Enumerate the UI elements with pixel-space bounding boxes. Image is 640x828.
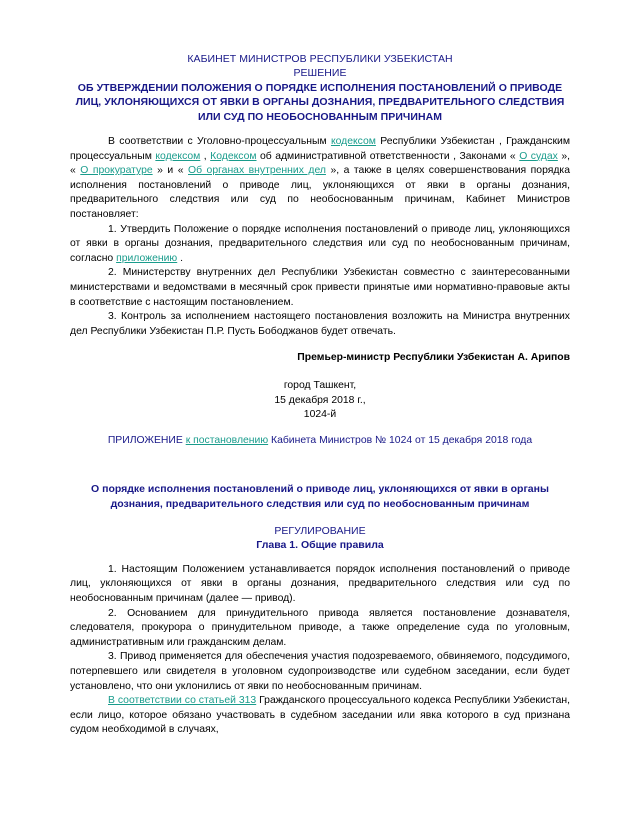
link-to-resolution[interactable]: к постановлению (185, 434, 269, 446)
preamble-text-3: , (200, 150, 211, 162)
resolution-item-1 (70, 223, 570, 267)
city: город Ташкент, (283, 380, 357, 392)
appendix-body (70, 563, 570, 738)
appendix-reference (70, 434, 570, 448)
regulation-label: РЕГУЛИРОВАНИЕ (274, 524, 366, 537)
preamble-text-6: » и « (152, 165, 189, 177)
link-appendix[interactable]: приложению (116, 252, 178, 264)
resolution-item-3: 3. Контроль за исполнением настоящего постановления возложить на Министра внутренних дел Республики Узбекистан П.Р. Пусть Бободжанов будет отвечать. (70, 311, 570, 337)
link-criminal-procedure-code[interactable]: кодексом (330, 136, 376, 148)
document-number: 1024-й (303, 409, 337, 421)
appendix-item-3: 3. Привод применяется для обеспечения участия подозреваемого, обвиняемого, подсудимого, потерпевшего или свидетеля в уголовном судопроизводстве или судебном заседании, если будет установлено, что они уклонились от явки по необоснованным причинам. (70, 651, 570, 692)
place-date-block (70, 379, 570, 422)
preamble-text-5: », « (70, 150, 570, 177)
document-kind: РЕШЕНИЕ (293, 67, 347, 80)
preamble-text-2: Республики Узбекистан , Гражданским процессуальным (70, 136, 570, 162)
page-title: ОБ УТВЕРЖДЕНИИ ПОЛОЖЕНИЯ О ПОРЯДКЕ ИСПОЛНЕНИЯ ПОСТАНОВЛЕНИЙ О ПРИВОДЕ ЛИЦ, УКЛОНЯЮЩИХСЯ ОТ ЯВКИ В ОРГАНЫ ДОЗНАНИЯ, ПРЕДВАРИТЕЛЬНОГО СЛЕДСТВИЯ ИЛИ СУД ПО НЕОБОСНОВАННЫМ ПРИЧИНАМ (75, 81, 565, 123)
date: 15 декабря 2018 г., (274, 394, 366, 406)
preamble-text-7: », а также в целях совершенствования порядка исполнения постановлений о приводе лиц, уклоняющихся от явки в органы дознания, предварительного следствия или суд по необоснованным причинам, Кабинет Министров постановляет: (70, 165, 570, 220)
link-law-on-prosecutors-office[interactable]: О прокуратуре (80, 165, 153, 177)
appendix-item-1: 1. Настоящим Положением устанавливается порядок исполнения постановлений о приводе лиц, уклоняющихся от явки в органы дознания, предварительного следствия или суд по необоснованным причинам (далее — привод). (70, 563, 570, 604)
appendix-item-4 (70, 694, 570, 738)
document-header (70, 52, 570, 124)
signature-line: Премьер-министр Республики Узбекистан А. Арипов (297, 352, 570, 364)
link-law-on-internal-affairs-bodies[interactable]: Об органах внутренних дел (188, 165, 326, 177)
link-article-313[interactable]: В соответствии со статьей 313 (108, 695, 257, 707)
link-civil-procedure-code[interactable]: кодексом (155, 150, 201, 162)
preamble-text-4: об административной ответственности , Законами « (256, 150, 520, 162)
preamble-block (70, 135, 570, 223)
preamble-paragraph (70, 135, 570, 223)
resolution-items (70, 223, 570, 340)
appendix-item-2: 2. Основанием для принудительного привода является постановление дознавателя, следователя, прокурора о принудительном приводе, а также определение суда по уголовным, административным или гражданским делам. (70, 607, 570, 648)
appendix-reference-tail: Кабинета Министров № 1024 от 15 декабря 2018 года (268, 434, 533, 446)
preamble-text-1: В соответствии с Уголовно-процессуальным (108, 136, 331, 148)
link-administrative-code[interactable]: Кодексом (210, 150, 257, 162)
item-1-text-b: . (177, 252, 183, 264)
issuing-body: КАБИНЕТ МИНИСТРОВ РЕСПУБЛИКИ УЗБЕКИСТАН (187, 53, 453, 65)
link-law-on-courts[interactable]: О судах (519, 150, 558, 162)
appendix-label: ПРИЛОЖЕНИЕ (107, 434, 186, 446)
resolution-item-2: 2. Министерству внутренних дел Республики Узбекистан совместно с заинтересованными министерствами и ведомствами в месячный срок привести принятые ими нормативно-правовые акты в соответствие с настоящим постановлением. (70, 267, 570, 308)
chapter-heading: Глава 1. Общие правила (256, 539, 384, 552)
item-1-text-a: 1. Утвердить Положение о порядке исполнения постановлений о приводе лиц, уклоняющихся от явки в органы дознания, предварительного следствия или суд по необоснованным причинам, согласно (70, 223, 570, 264)
appendix-item-4-text: Гражданского процессуального кодекса Республики Узбекистан, если лицо, которое обязано участвовать в судебном заседании или явка которого в суд признана судом необходимой в случаях, (70, 695, 570, 736)
appendix-title: О порядке исполнения постановлений о приводе лиц, уклоняющихся от явки в органы дознания, предварительного следствия или суд по необоснованным причинам (91, 482, 549, 510)
